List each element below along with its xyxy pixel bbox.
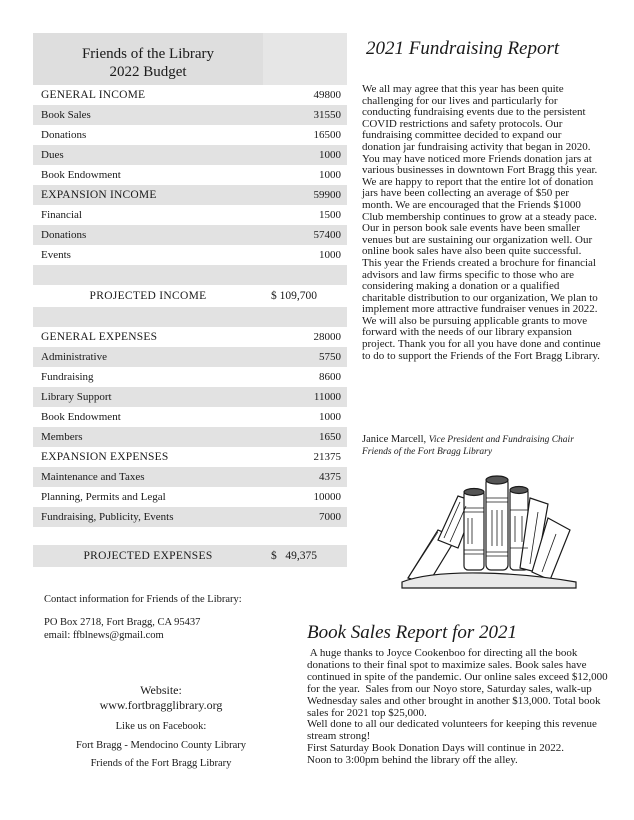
fundraising-report-paragraph: We all may agree that this year has been quite challenging for our lives and particularly for conducting fundraising events due to the persistent COVID restrictions and safety protocols. Our fundraising committee decided to expand our donation jar fundraising activity that began in 2020. You may have noticed more Friends donation jars at various businesses in downtown Fort Bragg this year. We are happy to report that the entire lot of donation jars have been collecting an average of $50 per month. We are encouraged that the Friends $1000 Club membership continues to grow at a steady pace. Our in person book sale events have been smaller venues but are sustaining our organization well. Our online book sales have also been quite successful. This year the Friends created a brochure for financial advisors and law firms specific to those who are considering making a donation or a qualified charitable distribution to our organization, We plan to implement more attractive fundraiser venues in 2022. We will also be pursuing applicable grants to move forward with the needs of our library expansion project. Thank you for all you have done and continue to do to support the Friends of the Fort Bragg Library. — [362, 83, 601, 362]
website-label: Website: — [140, 683, 182, 697]
row-value: 4375 — [319, 471, 341, 483]
row-label: Fundraising — [41, 371, 94, 383]
row-label: Donations — [41, 129, 87, 141]
row-label: Book Sales — [41, 109, 91, 121]
row-value: 28000 — [313, 331, 341, 343]
table-row — [33, 327, 347, 347]
projected-income-value: $ 109,700 — [271, 290, 317, 302]
budget-title — [33, 33, 347, 85]
budget-table — [33, 33, 347, 567]
row-value: 16500 — [313, 129, 341, 141]
table-row — [33, 347, 347, 367]
row-value: 57400 — [313, 229, 341, 241]
budget-title-line2: 2022 Budget — [109, 64, 187, 80]
table-row — [33, 205, 347, 225]
book-sales-report-body — [307, 648, 619, 767]
table-row — [33, 407, 347, 427]
projected-income-label: PROJECTED INCOME — [89, 290, 207, 302]
book-sales-line: Well done to all our dedicated volunteers for keeping this revenue stream strong! — [307, 718, 597, 743]
book-sales-paragraph: A huge thanks to Joyce Cookenboo for directing all the book donations to their final spot to maximize sales. Book sales have continued in spite of the pandemic. Our online sales exceed $12,000 for the year. Sales from our Noyo store, Saturday sales, walk-up Wednesday sales and other brought in another $13,000. Total book sales for 2021 top $25,000. — [307, 647, 611, 719]
books-illustration-icon — [398, 468, 578, 590]
book-sales-line: First Saturday Book Donation Days will continue in 2022. — [307, 742, 564, 755]
row-label: Book Endowment — [41, 411, 121, 423]
row-value: 1650 — [319, 431, 341, 443]
contact-heading: Contact information for Friends of the Library: — [44, 594, 242, 605]
row-value: 1000 — [319, 149, 341, 161]
facebook-label: Like us on Facebook: — [115, 721, 207, 732]
contact-email: email: ffblnews@gmail.com — [44, 630, 164, 641]
row-value: 5750 — [319, 351, 341, 363]
row-label: Planning, Permits and Legal — [41, 491, 166, 503]
table-row — [33, 105, 347, 125]
contact-address: PO Box 2718, Fort Bragg, CA 95437 — [44, 617, 201, 628]
signature-org: Friends of the Fort Bragg Library — [362, 447, 493, 457]
row-label: Events — [41, 249, 71, 261]
row-value: 31550 — [313, 109, 341, 121]
row-value: 49800 — [313, 89, 341, 101]
spacer-row — [33, 265, 347, 285]
row-label: Members — [41, 431, 83, 443]
table-row — [33, 165, 347, 185]
signature-title: Vice President and Fundraising Chair — [428, 435, 574, 445]
book-sales-line: Noon to 3:00pm behind the library off the alley. — [307, 754, 518, 767]
row-label: GENERAL EXPENSES — [41, 331, 158, 343]
projected-expenses-label: PROJECTED EXPENSES — [83, 550, 213, 562]
row-value: 11000 — [313, 391, 341, 403]
row-label: Fundraising, Publicity, Events — [41, 511, 174, 523]
row-label: GENERAL INCOME — [41, 89, 146, 101]
row-value: 1000 — [319, 249, 341, 261]
table-row — [33, 387, 347, 407]
table-row — [33, 507, 347, 527]
spacer-row — [33, 307, 347, 327]
table-row — [33, 85, 347, 105]
row-value: 8600 — [319, 371, 341, 383]
projected-expenses-row — [33, 545, 347, 567]
row-value: 1000 — [319, 411, 341, 423]
table-row — [33, 447, 347, 467]
row-value: 59900 — [313, 189, 341, 201]
row-label: Book Endowment — [41, 169, 121, 181]
table-row — [33, 427, 347, 447]
table-row — [33, 185, 347, 205]
table-row — [33, 367, 347, 387]
website-url[interactable]: www.fortbragglibrary.org — [99, 698, 223, 712]
row-value: 21375 — [313, 451, 341, 463]
fundraising-report-body — [362, 84, 602, 362]
row-value: 1000 — [319, 169, 341, 181]
table-row — [33, 245, 347, 265]
row-label: EXPANSION INCOME — [41, 189, 157, 201]
row-label: Administrative — [41, 351, 107, 363]
signature-name: Janice Marcell, — [362, 434, 427, 445]
row-value: 1500 — [319, 209, 341, 221]
facebook-page-friends[interactable]: Friends of the Fort Bragg Library — [90, 758, 232, 769]
table-row — [33, 487, 347, 507]
row-value: 7000 — [319, 511, 341, 523]
table-row — [33, 145, 347, 165]
projected-income-row — [33, 285, 347, 307]
row-label: Maintenance and Taxes — [41, 471, 145, 483]
facebook-page-library[interactable]: Fort Bragg - Mendocino County Library — [75, 740, 246, 751]
book-sales-report-title: Book Sales Report for 2021 — [307, 622, 518, 643]
budget-title-line1: Friends of the Library — [81, 46, 215, 62]
projected-expenses-value: $ 49,375 — [271, 550, 317, 562]
row-label: EXPANSION EXPENSES — [41, 451, 169, 463]
row-label: Dues — [41, 149, 64, 161]
table-row — [33, 467, 347, 487]
row-label: Financial — [41, 209, 82, 221]
signature — [362, 434, 602, 458]
row-value: 10000 — [313, 491, 341, 503]
table-row — [33, 225, 347, 245]
table-row — [33, 125, 347, 145]
row-label: Donations — [41, 229, 87, 241]
row-label: Library Support — [41, 391, 112, 403]
fundraising-report-title: 2021 Fundraising Report — [366, 38, 560, 59]
